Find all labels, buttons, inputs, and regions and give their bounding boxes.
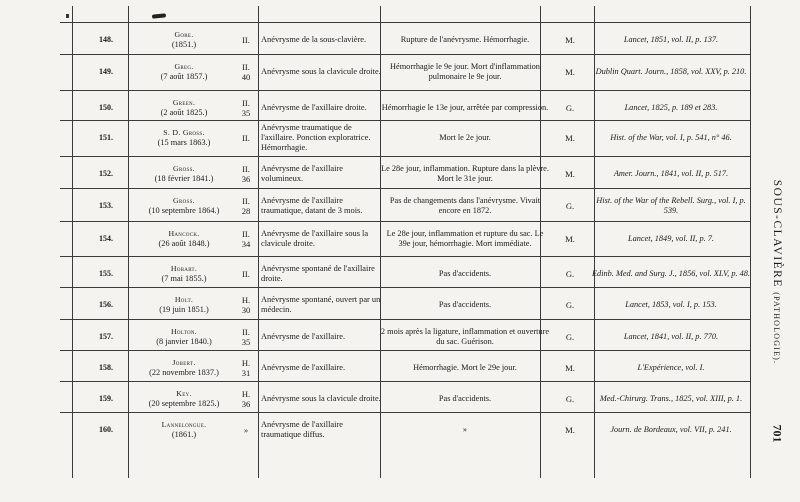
surgeon-cell — [130, 23, 238, 56]
operation-date: (20 septembre 1825.) — [148, 398, 220, 408]
source-cell — [591, 157, 751, 190]
source-cell — [591, 351, 751, 384]
ink-mark — [152, 13, 166, 18]
source-cell — [591, 288, 751, 321]
source-text: Amer. Journ., 1841, vol. II, p. 517. — [613, 168, 729, 178]
reference-volume: H. — [241, 388, 251, 399]
surgeon-cell — [130, 413, 238, 446]
outcome-text: G. — [565, 393, 575, 404]
result-text: » — [462, 424, 468, 434]
outcome-text: M. — [565, 66, 575, 77]
result-text: Mort le 2e jour. — [439, 132, 491, 142]
surgeon-name: Key. — [176, 388, 192, 398]
result-text: Pas d'accidents. — [438, 268, 492, 278]
description-text: Anévrysme sous la clavicule droite. — [261, 66, 381, 76]
case-number — [84, 413, 128, 446]
table-row — [60, 381, 750, 415]
source-text: Lancet, 1841, vol. II, p. 770. — [623, 331, 719, 341]
case-number-text: 154. — [99, 233, 113, 243]
outcome-cell — [548, 382, 592, 415]
reference-volume: II. — [242, 132, 250, 143]
source-text: Journ. de Bordeaux, vol. VII, p. 241. — [610, 424, 732, 434]
reference-volume: II. — [242, 195, 250, 206]
table-row — [60, 188, 750, 222]
outcome-text: G. — [565, 331, 575, 342]
surgeon-name: Gore. — [174, 29, 194, 39]
operation-date: (1851.) — [171, 39, 197, 49]
case-number-text: 157. — [99, 331, 113, 341]
table-row — [60, 221, 750, 255]
description-cell — [259, 157, 383, 190]
reference-volume: II. — [242, 61, 250, 72]
result-text: 2 mois après la ligature, inflammation et ouverture du sac. Guérison. — [380, 326, 550, 346]
outcome-cell — [548, 413, 592, 446]
reference-volume: II. — [242, 268, 250, 279]
surgeon-name: Holt. — [174, 294, 194, 304]
source-cell — [591, 23, 751, 56]
surgeon-cell — [130, 288, 238, 321]
table-row — [60, 120, 750, 154]
operation-date: (2 août 1825.) — [160, 107, 208, 117]
operation-date: (18 février 1841.) — [154, 173, 214, 183]
result-cell — [380, 121, 550, 154]
source-text: Med.-Chirurg. Trans., 1825, vol. XIII, p. 1. — [599, 393, 743, 403]
source-cell — [591, 222, 751, 255]
outcome-text: M. — [565, 233, 575, 244]
outcome-cell — [548, 157, 592, 190]
surgeon-name: Gross. — [173, 195, 195, 205]
description-text: Anévrysme spontané, ouvert par un médecin. — [261, 294, 381, 314]
outcome-text: M. — [565, 132, 575, 143]
outcome-cell — [548, 23, 592, 56]
outcome-text: G. — [565, 200, 575, 211]
description-cell — [259, 382, 383, 415]
description-text: Anévrysme de l'axillaire traumatique diffus. — [261, 419, 343, 439]
outcome-text: M. — [565, 168, 575, 179]
reference-volume: H. — [241, 357, 251, 368]
description-text: Anévrysme sous la clavicule droite. — [261, 393, 381, 403]
reference-volume: II. — [242, 34, 250, 45]
operation-date: (26 août 1848.) — [158, 238, 210, 248]
surgeon-cell — [130, 351, 238, 384]
surgeon-cell — [130, 157, 238, 190]
case-number-text: 156. — [99, 299, 113, 309]
operation-date: (10 septembre 1864.) — [148, 205, 220, 215]
operation-date: (15 mars 1863.) — [157, 137, 211, 147]
case-number-text: 149. — [99, 66, 113, 76]
reference-page: 30 — [241, 304, 251, 315]
operation-date: (8 janvier 1840.) — [156, 336, 212, 346]
running-header — [758, 170, 798, 400]
result-cell — [380, 23, 550, 56]
surgeon-cell — [130, 382, 238, 415]
case-number — [84, 189, 128, 222]
surgeon-name: Hobart. — [170, 263, 198, 273]
outcome-text: M. — [565, 34, 575, 45]
source-text: Lancet, 1853, vol. I, p. 153. — [625, 299, 717, 309]
case-number — [84, 320, 128, 353]
result-text: Rupture de l'anévrysme. Hémorrhagie. — [400, 34, 530, 44]
source-text: Lancet, 1849, vol. II, p. 7. — [628, 233, 714, 243]
case-number-text: 155. — [99, 268, 113, 278]
reference-page: 35 — [241, 336, 251, 347]
surgeon-name: Gross. — [173, 163, 195, 173]
reference-volume: II. — [242, 228, 250, 239]
description-cell — [259, 413, 383, 446]
reference-volume: II. — [242, 163, 250, 174]
result-text: Hémorrhagie. Mort le 29e jour. — [413, 362, 517, 372]
description-cell — [259, 351, 383, 384]
result-cell — [380, 257, 550, 290]
case-number — [84, 23, 128, 56]
result-cell — [380, 288, 550, 321]
surgeon-name: Greg. — [174, 61, 194, 71]
description-text: Anévrysme de l'axillaire. — [261, 331, 346, 341]
case-number-text: 151. — [99, 132, 113, 142]
operation-date: (7 mai 1855.) — [161, 273, 207, 283]
surgeon-name: S. D. Gross. — [163, 127, 205, 137]
result-text: Pas de changements dans l'anévrysme. Vivait encore en 1872. — [389, 195, 541, 215]
case-number-text: 152. — [99, 168, 113, 178]
table-row — [60, 54, 750, 88]
result-text: Pas d'accidents. — [438, 299, 492, 309]
outcome-text: G. — [565, 299, 575, 310]
outcome-cell — [548, 189, 592, 222]
result-cell — [380, 382, 550, 415]
result-cell — [380, 351, 550, 384]
case-number-text: 148. — [99, 34, 113, 44]
case-number-text: 160. — [99, 424, 113, 434]
outcome-cell — [548, 351, 592, 384]
result-text: Le 28e jour, inflammation et rupture du sac. Le 39e jour, hémorrhagie. Mort immédiate. — [386, 228, 544, 248]
surgeon-cell — [130, 222, 238, 255]
surgeon-cell — [130, 320, 238, 353]
case-number — [84, 288, 128, 321]
operation-date: (1861.) — [171, 429, 197, 439]
table-row — [60, 90, 750, 124]
running-header-text — [771, 157, 783, 387]
result-text: Le 28e jour, inflammation. Rupture dans la plèvre. Mort le 31e jour. — [381, 163, 549, 183]
outcome-cell — [548, 55, 592, 88]
source-cell — [591, 257, 751, 290]
margin-mark — [66, 14, 69, 18]
reference-volume: II. — [242, 326, 250, 337]
case-number-text: 153. — [99, 200, 113, 210]
surgeon-name: Lannelongue. — [161, 419, 207, 429]
surgeon-cell — [130, 257, 238, 290]
source-text: Edinb. Med. and Surg. J., 1856, vol. XLV, p. 48. — [591, 268, 750, 278]
source-text: Lancet, 1851, vol. II, p. 137. — [623, 34, 719, 44]
description-cell — [259, 189, 383, 222]
description-cell — [259, 23, 383, 56]
surgeon-name: Hancock. — [168, 228, 200, 238]
result-cell — [380, 222, 550, 255]
table-row — [60, 287, 750, 321]
case-number — [84, 382, 128, 415]
outcome-cell — [548, 320, 592, 353]
reference-page: 36 — [241, 398, 251, 409]
description-cell — [259, 222, 383, 255]
surgeon-name: Green. — [172, 97, 196, 107]
source-text: L'Expérience, vol. I. — [637, 362, 705, 372]
surgeon-name: Holton. — [170, 326, 198, 336]
table-row — [60, 156, 750, 190]
description-cell — [259, 320, 383, 353]
operation-date: (7 août 1857.) — [160, 71, 208, 81]
reference-page: 36 — [241, 173, 251, 184]
reference-page: 28 — [241, 205, 251, 216]
reference-page: 31 — [241, 367, 251, 378]
surgeon-cell — [130, 189, 238, 222]
table-row — [60, 256, 750, 290]
outcome-cell — [548, 257, 592, 290]
source-text: Hist. of the War of the Rebell. Surg., vol. I, p. 539. — [596, 195, 746, 215]
reference-volume: H. — [241, 294, 251, 305]
reference-volume: II. — [242, 97, 250, 108]
table-row — [60, 22, 750, 56]
source-cell — [591, 189, 751, 222]
description-cell — [259, 288, 383, 321]
result-text: Pas d'accidents. — [438, 393, 492, 403]
case-number-text: 150. — [99, 102, 113, 112]
source-text: Hist. of the War, vol. I, p. 541, n° 46. — [610, 132, 732, 142]
surgeon-cell — [130, 55, 238, 88]
case-number-text: 158. — [99, 362, 113, 372]
table-row — [60, 319, 750, 353]
description-cell — [259, 55, 383, 88]
source-cell — [591, 382, 751, 415]
case-number-text: 159. — [99, 393, 113, 403]
running-header-subtitle: (PATHOLOGIE). — [772, 292, 781, 365]
outcome-cell — [548, 121, 592, 154]
source-cell — [591, 413, 751, 446]
case-number — [84, 222, 128, 255]
result-cell — [380, 320, 550, 353]
outcome-text: M. — [565, 362, 575, 373]
description-cell — [259, 257, 383, 290]
case-number — [84, 257, 128, 290]
description-text: Anévrysme de l'axillaire. — [261, 362, 346, 372]
surgeon-name: Jobert. — [172, 357, 196, 367]
reference-page: 40 — [241, 71, 251, 82]
outcome-text: M. — [565, 424, 575, 435]
outcome-text: G. — [565, 102, 575, 113]
source-cell — [591, 121, 751, 154]
description-cell — [259, 121, 383, 154]
case-number — [84, 55, 128, 88]
case-number — [84, 121, 128, 154]
surgeon-cell — [130, 121, 238, 154]
result-text: Hémorrhagie le 9e jour. Mort d'inflammation pulmonaire le 9e jour. — [390, 61, 540, 81]
outcome-text: G. — [565, 268, 575, 279]
result-cell — [380, 189, 550, 222]
running-header-title: SOUS-CLAVIÈRE — [771, 179, 783, 288]
result-cell — [380, 55, 550, 88]
page-number: 701 — [770, 424, 785, 443]
table-row — [60, 350, 750, 384]
source-cell — [591, 320, 751, 353]
outcome-cell — [548, 222, 592, 255]
reference-volume: » — [243, 424, 249, 435]
source-text: Dublin Quart. Journ., 1858, vol. XXV, p. 210. — [595, 66, 747, 76]
description-text: Anévrysme de l'axillaire droite. — [261, 102, 367, 112]
table-row — [60, 412, 750, 446]
case-number — [84, 157, 128, 190]
case-number — [84, 351, 128, 384]
description-text: Anévrysme de l'axillaire sous la clavicule droite. — [261, 228, 369, 248]
operation-date: (22 novembre 1837.) — [149, 367, 219, 377]
description-text: Anévrysme de l'axillaire traumatique, datant de 3 mois. — [261, 195, 363, 215]
result-cell — [380, 413, 550, 446]
outcome-cell — [548, 288, 592, 321]
description-text: Anévrysme traumatique de l'axillaire. Ponction exploratrice. Hémorrhagie. — [261, 122, 371, 152]
description-text: Anévrysme spontané de l'axillaire droite. — [261, 263, 375, 283]
result-text: Hémorrhagie le 13e jour, arrêtée par compression. — [381, 102, 549, 112]
source-text: Lancet, 1825, p. 189 et 283. — [624, 102, 718, 112]
operation-date: (19 juin 1851.) — [159, 304, 209, 314]
reference-page: 34 — [241, 238, 251, 249]
reference-page: 35 — [241, 107, 251, 118]
description-text: Anévrysme de la sous-clavière. — [261, 34, 367, 44]
result-cell — [380, 157, 550, 190]
description-text: Anévrysme de l'axillaire volumineux. — [261, 163, 343, 183]
source-cell — [591, 55, 751, 88]
